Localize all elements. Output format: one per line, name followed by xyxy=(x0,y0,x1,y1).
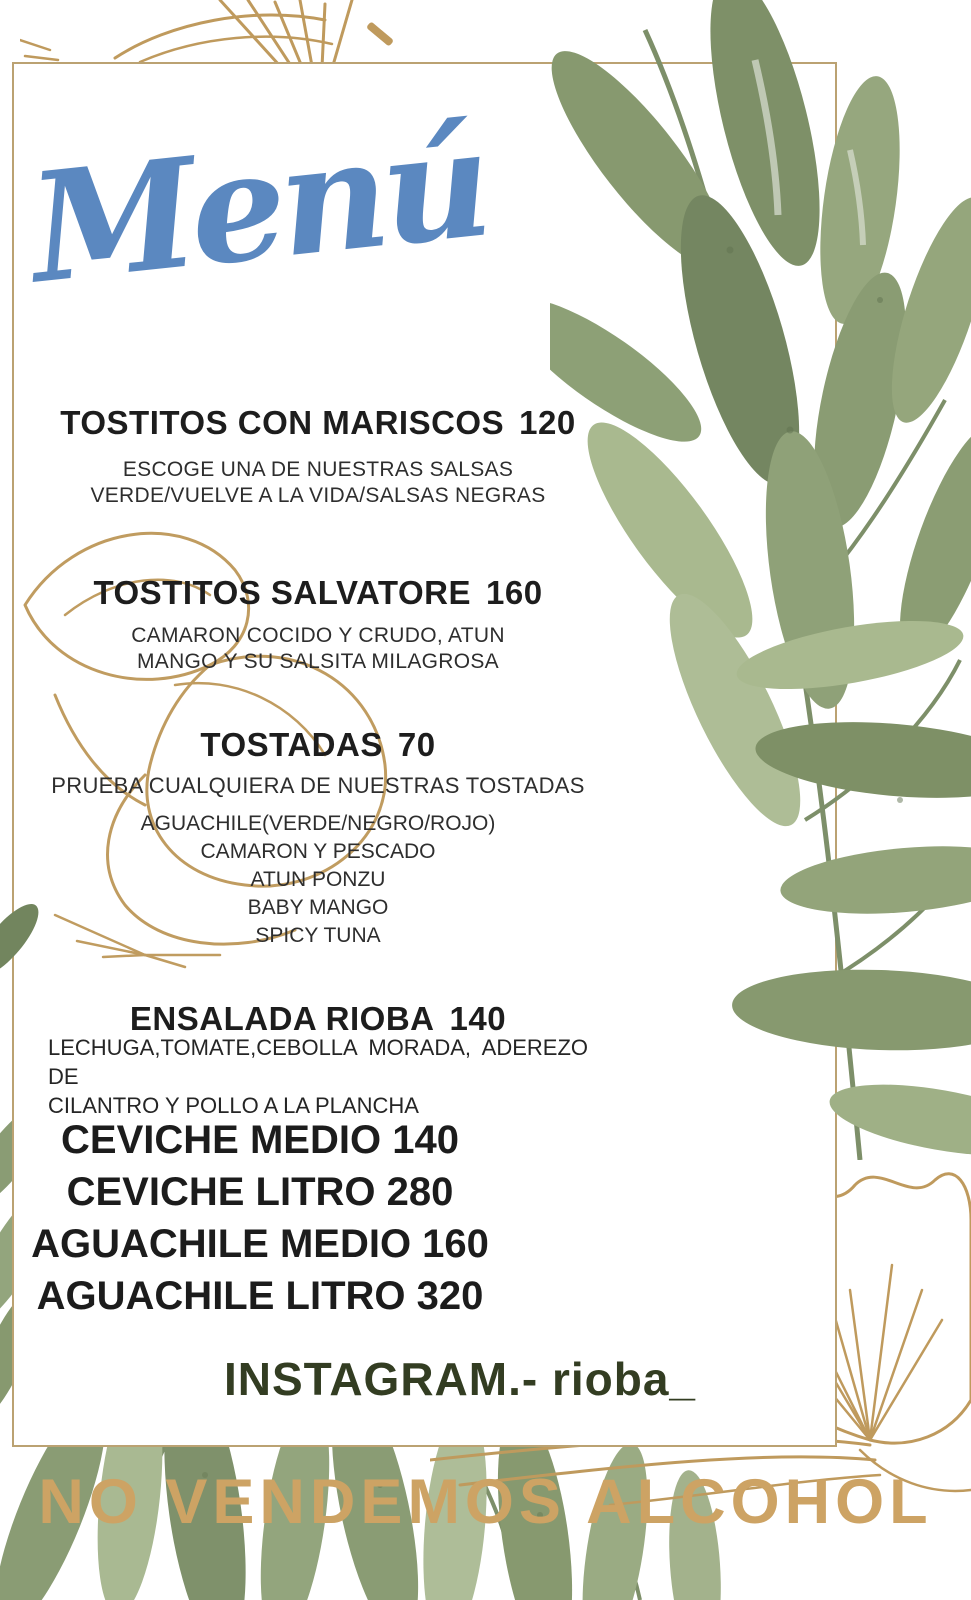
price-line: AGUACHILE LITRO 320 xyxy=(36,1274,484,1318)
tostada-option: BABY MANGO xyxy=(247,896,389,919)
item-price: 70 xyxy=(397,726,436,763)
price-line: AGUACHILE MEDIO 160 xyxy=(31,1222,489,1266)
instagram-handle: INSTAGRAM.- rioba_ xyxy=(223,1353,697,1405)
menu-item-tostadas xyxy=(12,726,624,764)
item-name: ENSALADA RIOBA xyxy=(129,1000,435,1037)
price-list xyxy=(10,1114,510,1322)
item-description-line: CAMARON COCIDO Y CRUDO, ATUN xyxy=(131,624,505,647)
item-description-block xyxy=(48,1033,588,1120)
item-name: TOSTADAS xyxy=(200,726,383,763)
item-heading xyxy=(12,574,624,612)
item-description-line: MANGO Y SU SALSITA MILAGROSA xyxy=(136,650,499,673)
item-heading xyxy=(12,726,624,764)
menu-item-tostitos-salvatore xyxy=(12,574,624,612)
item-description-line: PRUEBA CUALQUIERA DE NUESTRAS TOSTADAS xyxy=(51,773,585,798)
item-description-line: VERDE/VUELVE A LA VIDA/SALSAS NEGRAS xyxy=(90,484,546,507)
tostada-option: AGUACHILE(VERDE/NEGRO/ROJO) xyxy=(140,812,496,835)
item-price: 140 xyxy=(449,1000,507,1037)
item-name: TOSTITOS CON MARISCOS xyxy=(60,404,505,441)
item-heading xyxy=(12,404,624,442)
tostada-option: SPICY TUNA xyxy=(255,924,381,947)
tostada-option: ATUN PONZU xyxy=(250,868,386,891)
tostada-option: CAMARON Y PESCADO xyxy=(200,840,436,863)
item-price: 160 xyxy=(485,574,543,611)
no-alcohol-banner: NO VENDEMOS ALCOHOL xyxy=(38,1467,933,1537)
item-description-line: ESCOGE UNA DE NUESTRAS SALSAS xyxy=(122,458,514,481)
item-price: 120 xyxy=(519,404,576,441)
menu-title: Menú xyxy=(22,94,494,318)
price-line: CEVICHE MEDIO 140 xyxy=(61,1118,459,1162)
item-description-line: CILANTRO Y POLLO A LA PLANCHA xyxy=(48,1093,419,1118)
item-description-line: LECHUGA,TOMATE,CEBOLLA MORADA, ADEREZO DE xyxy=(48,1035,588,1089)
item-name: TOSTITOS SALVATORE xyxy=(93,574,471,611)
menu-item-tostitos-mariscos xyxy=(12,404,624,442)
price-line: CEVICHE LITRO 280 xyxy=(66,1170,454,1214)
